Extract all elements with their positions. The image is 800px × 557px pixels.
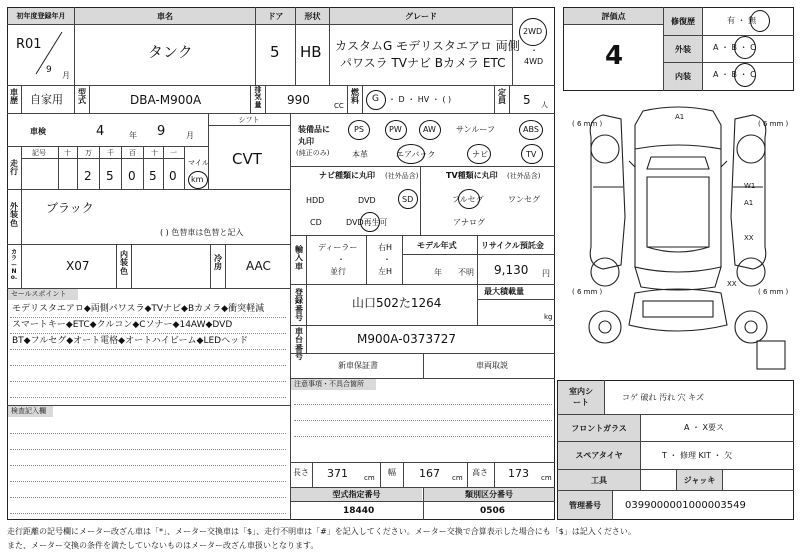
first-reg-month-unit: 月 [62, 71, 70, 80]
length-label: 長さ [293, 468, 309, 477]
category-label: 車歴 [10, 88, 18, 106]
navi-sd: SD [402, 195, 414, 204]
equipment-label-1: 装備品に [298, 125, 330, 134]
sales-line-1: モデリスタエアロ◆両側パワスラ◆TVナビ◆Bカメラ◆衝突軽減 [12, 304, 265, 314]
name-header: 車名 [75, 8, 255, 24]
equipment-label-2: 丸印 [298, 137, 314, 146]
color-no-value: X07 [66, 259, 90, 273]
first-reg-header: 初年度登録年月 [8, 8, 74, 24]
windshield-header: フロントガラス [558, 415, 640, 441]
capacity-unit: 人 [541, 101, 548, 109]
inspection-label: 車検 [30, 127, 46, 136]
tv-oneseg: ワンセグ [508, 195, 540, 204]
tv-type-label: TV種類に丸印 [446, 171, 498, 180]
max-load-label: 最大積載量 [484, 287, 524, 296]
notes-label: 注意事項・不具合箇所 [294, 380, 364, 388]
footer-line-1: 走行距離の記号欄にメーター改ざん車は「*」、メーター交換車は「$」、走行不明車は「#」を記入してください。メーター交換で合算表示した場合にも「$」は記入ください。 [7, 527, 636, 536]
class-number-value: 0506 [480, 506, 506, 516]
registration-value: 山口502た1264 [352, 296, 442, 310]
model-year-value: 不明 [458, 268, 474, 277]
exterior-options: A ・ B ・ C [713, 43, 756, 52]
navi-dvdplay: DVD再生可 [346, 218, 388, 227]
max-load-unit: kg [544, 313, 553, 321]
mileage-digit-0: 2 [84, 169, 92, 183]
width-label: 幅 [388, 468, 396, 477]
mileage-mark-label: 記号 [32, 149, 46, 157]
car-name: タンク [148, 43, 193, 61]
height-unit: cm [541, 474, 552, 482]
equipment-label-3: (純正のみ) [296, 149, 330, 157]
drive-2wd: 2WD [523, 27, 543, 36]
import-dot: ・ [337, 255, 345, 264]
class-number-header: 類別区分番号 [424, 488, 554, 501]
shift-value: CVT [232, 150, 262, 168]
score-header: 評価点 [564, 8, 663, 24]
interior-options: A ・ B ・ C [713, 70, 756, 79]
grade-line-2: パワスラ TVナビ Bカメラ ETC [340, 56, 506, 70]
length-unit: cm [364, 474, 375, 482]
mileage-unit-1: 万 [85, 149, 92, 157]
equip-navi: ナビ [472, 150, 488, 159]
shift-header: シフト [209, 114, 289, 125]
inspection-month: 9 [157, 124, 166, 139]
import-right: 右H [378, 243, 393, 252]
width-value: 167 [419, 467, 440, 480]
manual-label: 車両取説 [476, 361, 508, 370]
model-value: DBA-M900A [130, 93, 202, 107]
tire-depth-rr: ( 6 mm ) [758, 288, 789, 296]
damage-mark-2: W1 [744, 182, 756, 190]
recycle-unit: 円 [542, 269, 550, 278]
type-designation-header: 型式指定番号 [291, 488, 422, 501]
door-count: 5 [270, 43, 280, 61]
model-label: 型式 [78, 88, 86, 106]
damage-mark-4: XX [744, 234, 754, 242]
import-label: 輸入車 [295, 245, 303, 271]
equip-leather: 本革 [352, 150, 368, 159]
spare-tire-options: T ・ 修理 KIT ・ 欠 [662, 451, 733, 460]
navi-hdd: HDD [306, 196, 325, 205]
equip-tv: TV [526, 150, 537, 159]
recycle-value: 9,130 [494, 263, 529, 277]
fuel-label: 燃料 [351, 88, 359, 106]
spare-tire-header: スペアタイヤ [558, 442, 640, 469]
grade-header: グレード [330, 8, 512, 24]
sales-line-2: スマートキー◆ETC◆クルコン◆Cソナー◆14AW◆DVD [12, 320, 233, 330]
inspection-year-unit: 年 [129, 131, 137, 140]
sales-line-3: BT◆フルセグ◆オート電格◆オートハイビーム◆LEDヘッド [12, 336, 249, 346]
equip-abs: ABS [523, 125, 539, 134]
registration-label: 登録番号 [295, 288, 303, 323]
inspection-month-unit: 月 [186, 131, 194, 140]
vin-value: M900A-0373727 [357, 332, 456, 346]
category-value: 自家用 [30, 93, 63, 106]
import-dealer: ディーラー [318, 243, 358, 252]
repair-options: 有 ・ 無 [727, 16, 757, 25]
fuel-options: ・ D ・ HV ・ ( ) [388, 95, 452, 104]
repair-none-circle [750, 10, 770, 32]
navi-type-label: ナビ種類に丸印 [319, 171, 375, 180]
exterior-b-circle [734, 36, 756, 59]
damage-mark-5: XX [727, 280, 737, 288]
fuel-g: G [372, 94, 379, 104]
import-parallel: 並行 [330, 267, 346, 276]
type-designation-value: 18440 [343, 506, 375, 516]
mileage-unit-3: 百 [129, 149, 136, 157]
mileage-label: 走行 [10, 159, 18, 177]
exterior-color-label: 外装色 [10, 202, 18, 228]
color-no-label: カラーNo. [10, 249, 18, 282]
interior-b-circle [734, 63, 756, 87]
inspector-label: 検査記入欄 [11, 407, 46, 415]
mileage-digit-4: 0 [169, 169, 177, 183]
ac-value: AAC [246, 259, 271, 273]
displacement-value: 990 [287, 93, 310, 107]
equip-airbag: エアバック [396, 150, 436, 159]
exterior-header: 外装 [664, 36, 702, 62]
displacement-unit: CC [334, 102, 344, 110]
damage-mark-3: A1 [744, 199, 754, 207]
displacement-label: 排気量 [254, 86, 262, 109]
mileage-meter-label: マイル [188, 159, 209, 167]
mileage-unit-0: 十 [64, 149, 71, 157]
interior-seat-header: 室内シート [558, 381, 604, 414]
mileage-unit-5: 一 [170, 149, 177, 157]
ac-label: 冷房 [214, 254, 222, 272]
recycle-label: リサイクル預託金 [481, 241, 544, 250]
height-label: 高さ [472, 468, 488, 477]
sales-points-label: セールスポイント [11, 290, 67, 298]
vin-label: 車台番号 [295, 327, 303, 362]
tire-depth-fl: ( 6 mm ) [572, 120, 603, 128]
mileage-digit-2: 0 [128, 169, 136, 183]
equip-sunroof: サンルーフ [456, 125, 495, 134]
tire-depth-fr: ( 6 mm ) [758, 120, 789, 128]
exterior-color-note: ( ) 色替車は色替と記入 [160, 228, 244, 237]
car-diagram [563, 97, 794, 377]
drive-4wd: 4WD [524, 57, 544, 66]
warranty-label: 新車保証書 [338, 361, 378, 370]
tv-analog: アナログ [453, 218, 485, 227]
inspection-year: 4 [96, 124, 105, 139]
navi-type-small: (社外品含) [385, 172, 419, 180]
length-value: 371 [327, 467, 348, 480]
tire-depth-rl: ( 6 mm ) [572, 288, 603, 296]
windshield-options: A ・ X要ス [684, 423, 725, 432]
capacity-value: 5 [523, 93, 531, 107]
import-dot-2: ・ [383, 255, 391, 264]
first-reg-month: 9 [46, 65, 52, 75]
repair-header: 修復歴 [664, 8, 702, 35]
equip-aw: AW [423, 125, 436, 134]
body-shape: HB [300, 43, 322, 61]
mileage-unit-2: 千 [107, 149, 114, 157]
capacity-label: 定員 [498, 88, 506, 106]
interior-color-label: 内装色 [120, 250, 128, 276]
model-year-label: モデル年式 [417, 241, 457, 250]
equip-ps: PS [354, 125, 364, 134]
tools-header: 工具 [558, 470, 640, 490]
footer-line-2: また、メーター交換の条件を満たしていないものはメーター改ざん車扱いとなります。 [7, 541, 319, 550]
mileage-unit-4: 十 [151, 149, 158, 157]
navi-cd: CD [310, 218, 322, 227]
management-header: 管理番号 [558, 491, 612, 519]
drive-dot: ・ [530, 46, 538, 55]
navi-dvd: DVD [358, 196, 376, 205]
interior-seat-options: コゲ 破れ 汚れ 穴 キズ [622, 393, 705, 402]
tv-fullseg: フルセグ [452, 195, 484, 204]
mileage-km: km [191, 175, 204, 184]
width-unit: cm [452, 474, 463, 482]
grade-line-1: カスタムG モデリスタエアロ 両側 [335, 39, 520, 53]
shape-header: 形状 [296, 8, 329, 24]
equip-pw: PW [389, 125, 402, 134]
door-header: ドア [256, 8, 295, 24]
import-left: 左H [378, 267, 393, 276]
mileage-digit-1: 5 [106, 169, 114, 183]
model-year-unit: 年 [434, 268, 442, 277]
tv-type-small: (社外品含) [507, 172, 541, 180]
mileage-digit-3: 5 [149, 169, 157, 183]
score-value: 4 [605, 41, 624, 71]
height-value: 173 [508, 467, 529, 480]
jack-header: ジャッキ [677, 470, 722, 490]
interior-header: 内装 [664, 63, 702, 90]
management-value: 0399000001000003549 [625, 500, 746, 511]
damage-mark-1: A1 [675, 113, 685, 121]
first-reg-year: R01 [16, 37, 42, 52]
exterior-color-value: ブラック [46, 201, 94, 215]
